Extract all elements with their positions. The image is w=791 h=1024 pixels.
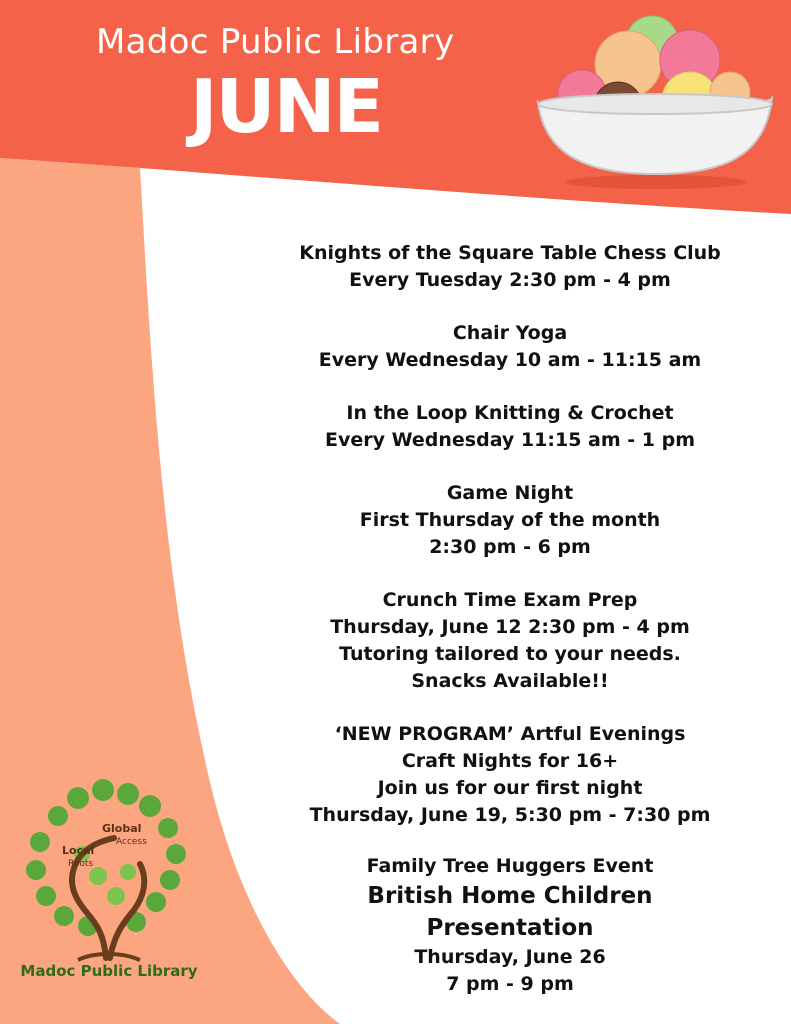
event-time: Every Wednesday 10 am - 11:15 am bbox=[318, 349, 702, 371]
event-date: Thursday, June 26 bbox=[414, 946, 606, 968]
event-detail: Join us for our first night bbox=[377, 777, 643, 799]
month-title: JUNE bbox=[190, 64, 383, 150]
event-game-night bbox=[290, 480, 730, 561]
event-presentation-title: British Home Children bbox=[367, 883, 653, 909]
event-list bbox=[290, 240, 730, 998]
event-family-tree-huggers bbox=[290, 853, 730, 998]
library-name-heading: Madoc Public Library bbox=[96, 22, 455, 62]
event-chess-club bbox=[290, 240, 730, 294]
event-presentation-title: Presentation bbox=[426, 915, 594, 941]
logo-word-global: Global bbox=[102, 822, 142, 835]
tree-leaves-icon bbox=[26, 779, 186, 936]
event-title: Family Tree Huggers Event bbox=[366, 855, 654, 877]
event-time: Thursday, June 19, 5:30 pm - 7:30 pm bbox=[309, 804, 711, 826]
logo-word-local: Local bbox=[62, 844, 95, 857]
event-detail: Tutoring tailored to your needs. bbox=[339, 643, 681, 665]
event-title: Knights of the Square Table Chess Club bbox=[299, 242, 721, 264]
event-knitting-crochet bbox=[290, 400, 730, 454]
event-title: Crunch Time Exam Prep bbox=[382, 589, 638, 611]
event-title: In the Loop Knitting & Crochet bbox=[346, 402, 674, 424]
event-title: Game Night bbox=[446, 482, 574, 504]
logo-caption: Madoc Public Library bbox=[20, 962, 198, 980]
event-schedule: First Thursday of the month bbox=[359, 509, 661, 531]
event-time: 2:30 pm - 6 pm bbox=[429, 536, 591, 558]
logo-word-roots: Roots bbox=[68, 859, 94, 869]
event-artful-evenings bbox=[290, 721, 730, 829]
event-subtitle: Craft Nights for 16+ bbox=[401, 750, 619, 772]
ice-cream-bowl-illustration bbox=[530, 12, 780, 192]
event-exam-prep bbox=[290, 587, 730, 695]
event-time: Every Tuesday 2:30 pm - 4 pm bbox=[349, 269, 671, 291]
event-time: Every Wednesday 11:15 am - 1 pm bbox=[324, 429, 695, 451]
event-chair-yoga bbox=[290, 320, 730, 374]
library-tree-logo bbox=[18, 776, 198, 966]
event-title: Chair Yoga bbox=[452, 322, 568, 344]
event-time: Thursday, June 12 2:30 pm - 4 pm bbox=[330, 616, 690, 638]
logo-word-access: Access bbox=[116, 837, 147, 847]
event-time: 7 pm - 9 pm bbox=[446, 973, 574, 995]
event-title: ‘NEW PROGRAM’ Artful Evenings bbox=[334, 723, 686, 745]
event-detail: Snacks Available!! bbox=[411, 670, 609, 692]
